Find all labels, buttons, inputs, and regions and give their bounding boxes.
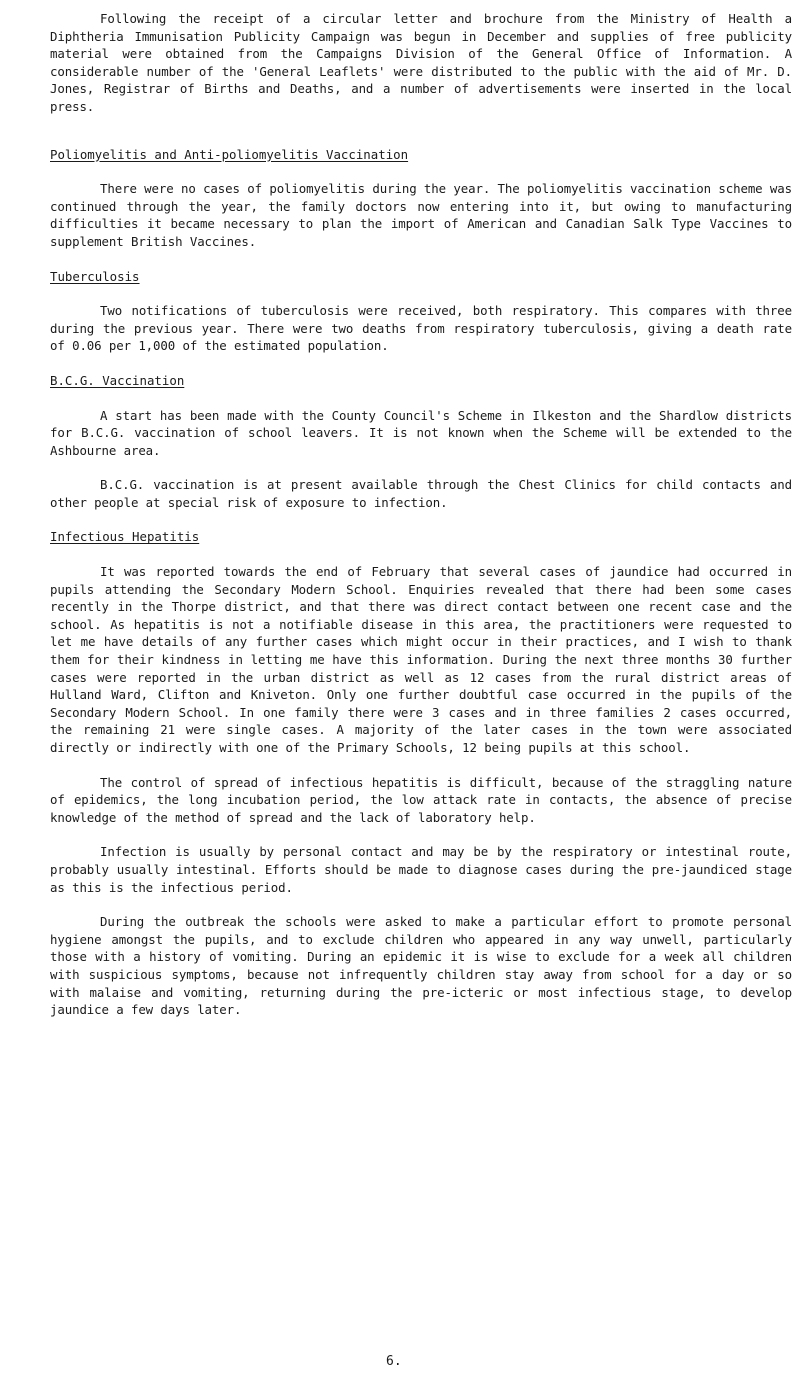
- intro-paragraph: Following the receipt of a circular letter and brochure from the Ministry of Health a Diphtheria Immunisation Publicity Campaign was begun in December and supplies of free publicity material were obtained from the Campaigns Division of the General Office of Information. A considerable number of the 'General Leaflets' were distributed to the public with the aid of Mr. D. Jones, Registrar of Births and Deaths, and a number of advertisements were inserted in the local press.: [50, 11, 792, 114]
- tb-heading: Tuberculosis: [50, 268, 140, 284]
- bcg-paragraph-2: B.C.G. vaccination is at present available through the Chest Clinics for child contacts and other people at special risk of exposure to infection.: [50, 477, 792, 510]
- bcg-paragraph-1: A start has been made with the County Council's Scheme in Ilkeston and the Shardlow districts for B.C.G. vaccination of school leavers. It is not known when the Scheme will be extended to the Ashbourne area.: [50, 407, 792, 458]
- hepatitis-paragraph-4: During the outbreak the schools were asked to make a particular effort to promote personal hygiene amongst the pupils, and to exclude children who appeared in any way unwell, particularly those with a history of vomiting. During an epidemic it is wise to exclude for a week all children with suspicious symptoms, because not infrequently children stay away from school for a day or so with malaise and vomiting, returning during the pre-icteric or most infectious stage, to develop jaundice a few days later.: [50, 914, 792, 1018]
- hepatitis-paragraph-3: Infection is usually by personal contact and may be by the respiratory or intestinal route, probably usually intestinal. Efforts should be made to diagnose cases during the pre-jaundiced stage as this is the infectious period.: [50, 844, 792, 895]
- hepatitis-heading: Infectious Hepatitis: [50, 529, 200, 545]
- polio-paragraph: There were no cases of poliomyelitis during the year. The poliomyelitis vaccination scheme was continued through the year, the family doctors now entering into it, but owing to manufacturing difficulties it became necessary to plan the import of American and Canadian Salk Type Vaccines to supplement British Vaccines.: [50, 181, 792, 249]
- bcg-heading: B.C.G. Vaccination: [50, 372, 185, 388]
- hepatitis-paragraph-1: It was reported towards the end of February that several cases of jaundice had occurred in pupils attending the Secondary Modern School. Enquiries revealed that there had been some cases recently in the Thorpe district, and that there was direct contact between one recent case and the school. As hepatitis is not a notifiable disease in this area, the practitioners were requested to let me have details of any further cases which might occur in their practices, and I wish to thank them for their kindness in letting me have this information. During the next three months 30 further cases were reported in the urban district as well as 12 cases from the rural district areas of Hulland Ward, Clifton and Kniveton. Only one further doubtful case occurred in the pupils of the Secondary Modern School. In one family there were 3 cases and in three families 2 cases occurred, the remaining 21 were single cases. A majority of the later cases in the town were associated directly or indirectly with one of the Primary Schools, 12 being pupils at this school.: [50, 564, 792, 755]
- tb-paragraph: Two notifications of tuberculosis were received, both respiratory. This compares with three during the previous year. There were two deaths from respiratory tuberculosis, giving a death rate of 0.06 per 1,000 of the estimated population.: [50, 303, 792, 354]
- page-number: 6.: [386, 1354, 402, 1369]
- hepatitis-paragraph-2: The control of spread of infectious hepatitis is difficult, because of the straggling nature of epidemics, the long incubation period, the low attack rate in contacts, the absence of precise knowledge of the method of spread and the lack of laboratory help.: [50, 774, 792, 825]
- polio-heading: Poliomyelitis and Anti-poliomyelitis Vaccination: [50, 146, 409, 162]
